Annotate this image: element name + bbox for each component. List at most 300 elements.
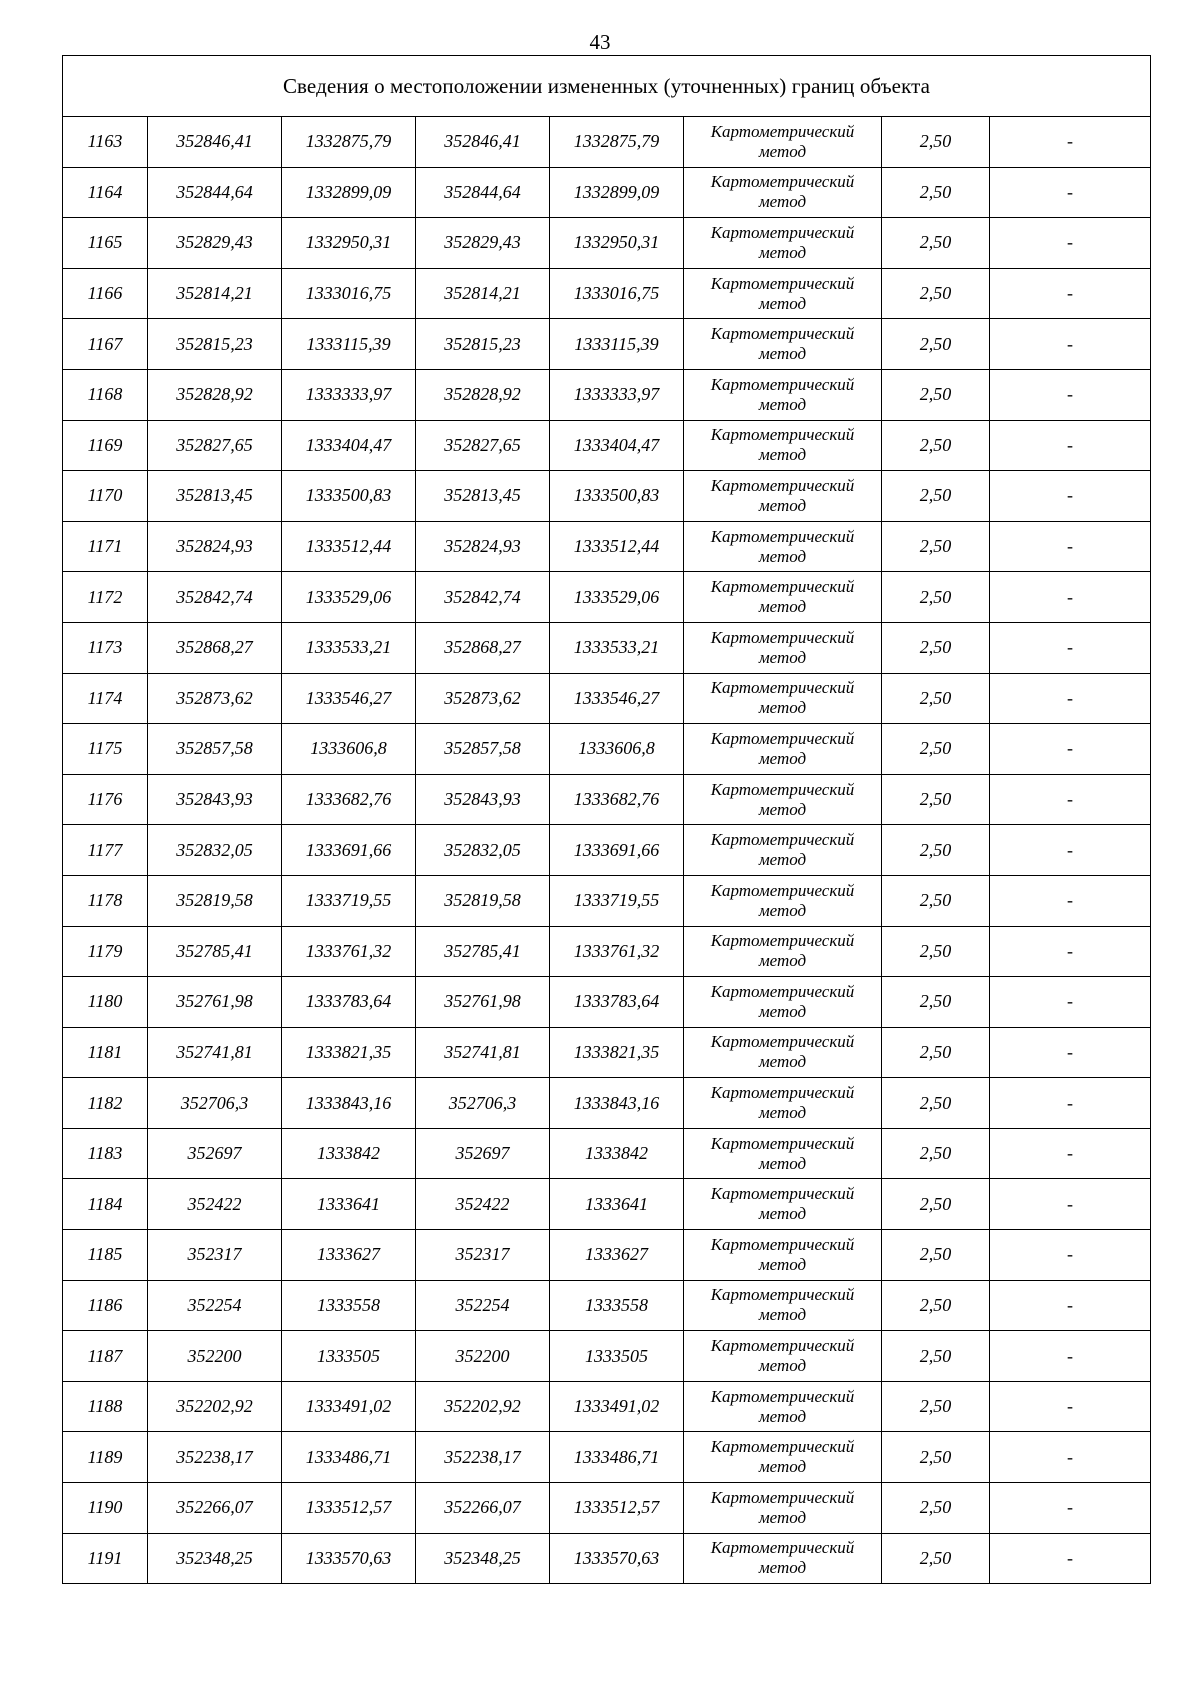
method-cell [684, 521, 882, 572]
updated-x-cell: 352829,43 [416, 218, 550, 269]
point-number-cell: 1184 [63, 1179, 148, 1230]
updated-y-cell: 1333333,97 [550, 369, 684, 420]
method-label-line2: метод [758, 192, 807, 212]
note-cell: - [990, 369, 1151, 420]
method-cell [684, 1533, 882, 1584]
note-cell: - [990, 774, 1151, 825]
updated-x-cell: 352828,92 [416, 369, 550, 420]
note-cell: - [990, 1128, 1151, 1179]
point-number-cell: 1179 [63, 926, 148, 977]
existing-y-cell: 1333404,47 [282, 420, 416, 471]
table-row [63, 1483, 1151, 1534]
table-row [63, 1381, 1151, 1432]
note-cell: - [990, 1533, 1151, 1584]
updated-x-cell: 352785,41 [416, 926, 550, 977]
method-cell [684, 167, 882, 218]
note-cell: - [990, 572, 1151, 623]
point-number-cell: 1191 [63, 1533, 148, 1584]
note-cell: - [990, 218, 1151, 269]
updated-x-cell: 352238,17 [416, 1432, 550, 1483]
method-label-line2: метод [758, 799, 807, 819]
updated-y-cell: 1333512,44 [550, 521, 684, 572]
existing-x-cell: 352706,3 [148, 1078, 282, 1129]
method-cell [684, 471, 882, 522]
method-label-line1: Картометрический [710, 1285, 855, 1305]
updated-y-cell: 1333505 [550, 1331, 684, 1382]
method-label-line1: Картометрический [710, 1133, 855, 1153]
note-cell: - [990, 724, 1151, 775]
updated-x-cell: 352202,92 [416, 1381, 550, 1432]
existing-y-cell: 1333691,66 [282, 825, 416, 876]
method-label-line1: Картометрический [710, 1336, 855, 1356]
point-number-cell: 1187 [63, 1331, 148, 1382]
existing-y-cell: 1333821,35 [282, 1027, 416, 1078]
accuracy-cell: 2,50 [882, 1533, 990, 1584]
method-label-line2: метод [758, 850, 807, 870]
note-cell: - [990, 268, 1151, 319]
method-label-line2: метод [758, 1558, 807, 1578]
table-row [63, 724, 1151, 775]
point-number-cell: 1170 [63, 471, 148, 522]
updated-x-cell: 352348,25 [416, 1533, 550, 1584]
note-cell: - [990, 1381, 1151, 1432]
existing-y-cell: 1333533,21 [282, 622, 416, 673]
updated-x-cell: 352843,93 [416, 774, 550, 825]
table-row [63, 521, 1151, 572]
updated-x-cell: 352832,05 [416, 825, 550, 876]
updated-y-cell: 1333500,83 [550, 471, 684, 522]
accuracy-cell: 2,50 [882, 319, 990, 370]
table-row [63, 977, 1151, 1028]
table-body [63, 56, 1151, 1584]
updated-x-cell: 352266,07 [416, 1483, 550, 1534]
existing-x-cell: 352266,07 [148, 1483, 282, 1534]
accuracy-cell: 2,50 [882, 926, 990, 977]
method-cell [684, 926, 882, 977]
accuracy-cell: 2,50 [882, 622, 990, 673]
method-label-line1: Картометрический [710, 1032, 855, 1052]
method-label-line1: Картометрический [710, 1234, 855, 1254]
existing-x-cell: 352422 [148, 1179, 282, 1230]
method-cell [684, 572, 882, 623]
table-row [63, 319, 1151, 370]
point-number-cell: 1180 [63, 977, 148, 1028]
method-label-line2: метод [758, 141, 807, 161]
method-label-line2: метод [758, 597, 807, 617]
method-label-line1: Картометрический [710, 830, 855, 850]
method-cell [684, 218, 882, 269]
method-label-line1: Картометрический [710, 121, 855, 141]
accuracy-cell: 2,50 [882, 268, 990, 319]
table-row [63, 926, 1151, 977]
accuracy-cell: 2,50 [882, 1230, 990, 1281]
table-row [63, 1027, 1151, 1078]
existing-x-cell: 352844,64 [148, 167, 282, 218]
page-number: 43 [589, 30, 611, 54]
method-cell [684, 420, 882, 471]
point-number-cell: 1178 [63, 875, 148, 926]
existing-x-cell: 352814,21 [148, 268, 282, 319]
method-label-line1: Картометрический [710, 526, 855, 546]
note-cell: - [990, 1483, 1151, 1534]
method-label-line1: Картометрический [710, 222, 855, 242]
existing-x-cell: 352741,81 [148, 1027, 282, 1078]
updated-y-cell: 1333546,27 [550, 673, 684, 724]
updated-x-cell: 352868,27 [416, 622, 550, 673]
table-row [63, 1280, 1151, 1331]
point-number-cell: 1174 [63, 673, 148, 724]
method-label-line2: метод [758, 546, 807, 566]
method-label-line1: Картометрический [710, 728, 855, 748]
table-row [63, 218, 1151, 269]
existing-y-cell: 1333719,55 [282, 875, 416, 926]
method-cell [684, 1381, 882, 1432]
updated-x-cell: 352697 [416, 1128, 550, 1179]
existing-x-cell: 352200 [148, 1331, 282, 1382]
table-row [63, 774, 1151, 825]
accuracy-cell: 2,50 [882, 977, 990, 1028]
method-cell [684, 825, 882, 876]
existing-y-cell: 1333491,02 [282, 1381, 416, 1432]
note-cell: - [990, 167, 1151, 218]
table-row [63, 825, 1151, 876]
updated-y-cell: 1333491,02 [550, 1381, 684, 1432]
note-cell: - [990, 875, 1151, 926]
updated-y-cell: 1333821,35 [550, 1027, 684, 1078]
method-cell [684, 875, 882, 926]
method-cell [684, 673, 882, 724]
point-number-cell: 1164 [63, 167, 148, 218]
existing-x-cell: 352697 [148, 1128, 282, 1179]
note-cell: - [990, 1230, 1151, 1281]
note-cell: - [990, 1078, 1151, 1129]
existing-y-cell: 1333529,06 [282, 572, 416, 623]
existing-y-cell: 1333641 [282, 1179, 416, 1230]
method-cell [684, 1230, 882, 1281]
table-row [63, 1179, 1151, 1230]
method-label-line2: метод [758, 647, 807, 667]
method-label-line1: Картометрический [710, 1083, 855, 1103]
existing-x-cell: 352857,58 [148, 724, 282, 775]
table-row [63, 471, 1151, 522]
method-cell [684, 724, 882, 775]
method-cell [684, 1483, 882, 1534]
updated-x-cell: 352706,3 [416, 1078, 550, 1129]
note-cell: - [990, 1331, 1151, 1382]
method-cell [684, 1128, 882, 1179]
method-label-line1: Картометрический [710, 1487, 855, 1507]
note-cell: - [990, 117, 1151, 168]
updated-y-cell: 1332950,31 [550, 218, 684, 269]
updated-y-cell: 1333570,63 [550, 1533, 684, 1584]
accuracy-cell: 2,50 [882, 369, 990, 420]
updated-x-cell: 352827,65 [416, 420, 550, 471]
method-label-line1: Картометрический [710, 627, 855, 647]
updated-y-cell: 1333627 [550, 1230, 684, 1281]
updated-x-cell: 352814,21 [416, 268, 550, 319]
method-label-line2: метод [758, 1356, 807, 1376]
point-number-cell: 1171 [63, 521, 148, 572]
accuracy-cell: 2,50 [882, 724, 990, 775]
existing-x-cell: 352842,74 [148, 572, 282, 623]
method-cell [684, 369, 882, 420]
table-title: Сведения о местоположении измененных (уточненных) границ объекта [63, 56, 1151, 117]
accuracy-cell: 2,50 [882, 1432, 990, 1483]
note-cell: - [990, 673, 1151, 724]
method-label-line2: метод [758, 1406, 807, 1426]
method-label-line1: Картометрический [710, 1386, 855, 1406]
updated-x-cell: 352741,81 [416, 1027, 550, 1078]
updated-y-cell: 1333529,06 [550, 572, 684, 623]
updated-y-cell: 1333691,66 [550, 825, 684, 876]
method-cell [684, 1027, 882, 1078]
method-label-line2: метод [758, 495, 807, 515]
existing-x-cell: 352829,43 [148, 218, 282, 269]
point-number-cell: 1182 [63, 1078, 148, 1129]
table-row [63, 572, 1151, 623]
accuracy-cell: 2,50 [882, 673, 990, 724]
existing-x-cell: 352824,93 [148, 521, 282, 572]
updated-x-cell: 352422 [416, 1179, 550, 1230]
existing-x-cell: 352317 [148, 1230, 282, 1281]
existing-y-cell: 1333115,39 [282, 319, 416, 370]
updated-y-cell: 1333719,55 [550, 875, 684, 926]
method-label-line2: метод [758, 1052, 807, 1072]
existing-y-cell: 1333761,32 [282, 926, 416, 977]
method-cell [684, 1179, 882, 1230]
existing-x-cell: 352238,17 [148, 1432, 282, 1483]
updated-x-cell: 352824,93 [416, 521, 550, 572]
updated-y-cell: 1333486,71 [550, 1432, 684, 1483]
existing-x-cell: 352827,65 [148, 420, 282, 471]
method-cell [684, 1280, 882, 1331]
method-label-line1: Картометрический [710, 981, 855, 1001]
existing-y-cell: 1333606,8 [282, 724, 416, 775]
accuracy-cell: 2,50 [882, 1280, 990, 1331]
method-label-line1: Картометрический [710, 880, 855, 900]
existing-y-cell: 1332875,79 [282, 117, 416, 168]
updated-x-cell: 352813,45 [416, 471, 550, 522]
existing-y-cell: 1333016,75 [282, 268, 416, 319]
accuracy-cell: 2,50 [882, 572, 990, 623]
method-label-line2: метод [758, 293, 807, 313]
method-label-line1: Картометрический [710, 273, 855, 293]
table-row [63, 1533, 1151, 1584]
note-cell: - [990, 1280, 1151, 1331]
accuracy-cell: 2,50 [882, 774, 990, 825]
note-cell: - [990, 926, 1151, 977]
point-number-cell: 1189 [63, 1432, 148, 1483]
existing-y-cell: 1333333,97 [282, 369, 416, 420]
method-label-line1: Картометрический [710, 172, 855, 192]
method-label-line2: метод [758, 698, 807, 718]
method-cell [684, 268, 882, 319]
table-title-row [63, 56, 1151, 117]
table-row [63, 420, 1151, 471]
point-number-cell: 1169 [63, 420, 148, 471]
accuracy-cell: 2,50 [882, 1027, 990, 1078]
table-row [63, 1331, 1151, 1382]
point-number-cell: 1168 [63, 369, 148, 420]
updated-x-cell: 352873,62 [416, 673, 550, 724]
updated-y-cell: 1333512,57 [550, 1483, 684, 1534]
existing-x-cell: 352815,23 [148, 319, 282, 370]
existing-x-cell: 352873,62 [148, 673, 282, 724]
method-cell [684, 1331, 882, 1382]
method-label-line1: Картометрический [710, 374, 855, 394]
updated-y-cell: 1333761,32 [550, 926, 684, 977]
method-label-line2: метод [758, 1254, 807, 1274]
method-label-line1: Картометрический [710, 1437, 855, 1457]
method-label-line2: метод [758, 1457, 807, 1477]
updated-y-cell: 1333783,64 [550, 977, 684, 1028]
method-cell [684, 1432, 882, 1483]
accuracy-cell: 2,50 [882, 1128, 990, 1179]
updated-x-cell: 352857,58 [416, 724, 550, 775]
point-number-cell: 1185 [63, 1230, 148, 1281]
method-cell [684, 1078, 882, 1129]
updated-y-cell: 1333404,47 [550, 420, 684, 471]
updated-y-cell: 1333843,16 [550, 1078, 684, 1129]
existing-x-cell: 352843,93 [148, 774, 282, 825]
updated-y-cell: 1333682,76 [550, 774, 684, 825]
method-label-line1: Картометрический [710, 779, 855, 799]
existing-x-cell: 352832,05 [148, 825, 282, 876]
table-row [63, 673, 1151, 724]
existing-y-cell: 1333842 [282, 1128, 416, 1179]
boundary-coordinates-table [62, 55, 1151, 1584]
updated-x-cell: 352815,23 [416, 319, 550, 370]
existing-y-cell: 1333505 [282, 1331, 416, 1382]
method-label-line1: Картометрический [710, 577, 855, 597]
existing-y-cell: 1333512,57 [282, 1483, 416, 1534]
table-row [63, 1128, 1151, 1179]
method-label-line1: Картометрический [710, 931, 855, 951]
accuracy-cell: 2,50 [882, 167, 990, 218]
point-number-cell: 1167 [63, 319, 148, 370]
accuracy-cell: 2,50 [882, 1331, 990, 1382]
accuracy-cell: 2,50 [882, 825, 990, 876]
existing-x-cell: 352254 [148, 1280, 282, 1331]
updated-y-cell: 1333606,8 [550, 724, 684, 775]
method-label-line2: метод [758, 1204, 807, 1224]
method-label-line1: Картометрический [710, 678, 855, 698]
point-number-cell: 1188 [63, 1381, 148, 1432]
accuracy-cell: 2,50 [882, 420, 990, 471]
accuracy-cell: 2,50 [882, 218, 990, 269]
method-label-line1: Картометрический [710, 1538, 855, 1558]
updated-y-cell: 1332875,79 [550, 117, 684, 168]
updated-y-cell: 1332899,09 [550, 167, 684, 218]
existing-y-cell: 1332950,31 [282, 218, 416, 269]
point-number-cell: 1176 [63, 774, 148, 825]
table-row [63, 1432, 1151, 1483]
table-row [63, 167, 1151, 218]
updated-y-cell: 1333533,21 [550, 622, 684, 673]
existing-x-cell: 352828,92 [148, 369, 282, 420]
accuracy-cell: 2,50 [882, 1381, 990, 1432]
accuracy-cell: 2,50 [882, 1179, 990, 1230]
point-number-cell: 1186 [63, 1280, 148, 1331]
method-label-line2: метод [758, 445, 807, 465]
method-label-line2: метод [758, 951, 807, 971]
note-cell: - [990, 1027, 1151, 1078]
note-cell: - [990, 825, 1151, 876]
point-number-cell: 1175 [63, 724, 148, 775]
method-label-line1: Картометрический [710, 475, 855, 495]
note-cell: - [990, 1179, 1151, 1230]
note-cell: - [990, 622, 1151, 673]
method-label-line2: метод [758, 344, 807, 364]
table-row [63, 1078, 1151, 1129]
existing-y-cell: 1333512,44 [282, 521, 416, 572]
point-number-cell: 1190 [63, 1483, 148, 1534]
table-row [63, 1230, 1151, 1281]
point-number-cell: 1165 [63, 218, 148, 269]
updated-y-cell: 1333842 [550, 1128, 684, 1179]
existing-y-cell: 1333627 [282, 1230, 416, 1281]
table-row [63, 875, 1151, 926]
accuracy-cell: 2,50 [882, 521, 990, 572]
existing-x-cell: 352846,41 [148, 117, 282, 168]
method-cell [684, 319, 882, 370]
method-label-line1: Картометрический [710, 324, 855, 344]
updated-x-cell: 352254 [416, 1280, 550, 1331]
existing-y-cell: 1333682,76 [282, 774, 416, 825]
method-label-line1: Картометрический [710, 425, 855, 445]
method-cell [684, 117, 882, 168]
existing-x-cell: 352785,41 [148, 926, 282, 977]
updated-x-cell: 352761,98 [416, 977, 550, 1028]
method-label-line2: метод [758, 242, 807, 262]
existing-y-cell: 1332899,09 [282, 167, 416, 218]
table-row [63, 622, 1151, 673]
updated-x-cell: 352317 [416, 1230, 550, 1281]
method-label-line2: метод [758, 1305, 807, 1325]
method-label-line1: Картометрический [710, 1184, 855, 1204]
point-number-cell: 1166 [63, 268, 148, 319]
method-label-line2: метод [758, 900, 807, 920]
note-cell: - [990, 471, 1151, 522]
note-cell: - [990, 420, 1151, 471]
point-number-cell: 1172 [63, 572, 148, 623]
point-number-cell: 1177 [63, 825, 148, 876]
updated-y-cell: 1333115,39 [550, 319, 684, 370]
method-cell [684, 977, 882, 1028]
updated-x-cell: 352200 [416, 1331, 550, 1382]
existing-x-cell: 352761,98 [148, 977, 282, 1028]
existing-x-cell: 352348,25 [148, 1533, 282, 1584]
existing-y-cell: 1333570,63 [282, 1533, 416, 1584]
existing-x-cell: 352819,58 [148, 875, 282, 926]
note-cell: - [990, 1432, 1151, 1483]
updated-x-cell: 352842,74 [416, 572, 550, 623]
accuracy-cell: 2,50 [882, 1483, 990, 1534]
updated-y-cell: 1333641 [550, 1179, 684, 1230]
existing-y-cell: 1333500,83 [282, 471, 416, 522]
existing-x-cell: 352868,27 [148, 622, 282, 673]
accuracy-cell: 2,50 [882, 1078, 990, 1129]
method-label-line2: метод [758, 1507, 807, 1527]
existing-y-cell: 1333486,71 [282, 1432, 416, 1483]
updated-x-cell: 352846,41 [416, 117, 550, 168]
accuracy-cell: 2,50 [882, 875, 990, 926]
updated-x-cell: 352844,64 [416, 167, 550, 218]
existing-y-cell: 1333546,27 [282, 673, 416, 724]
point-number-cell: 1181 [63, 1027, 148, 1078]
accuracy-cell: 2,50 [882, 471, 990, 522]
existing-y-cell: 1333558 [282, 1280, 416, 1331]
